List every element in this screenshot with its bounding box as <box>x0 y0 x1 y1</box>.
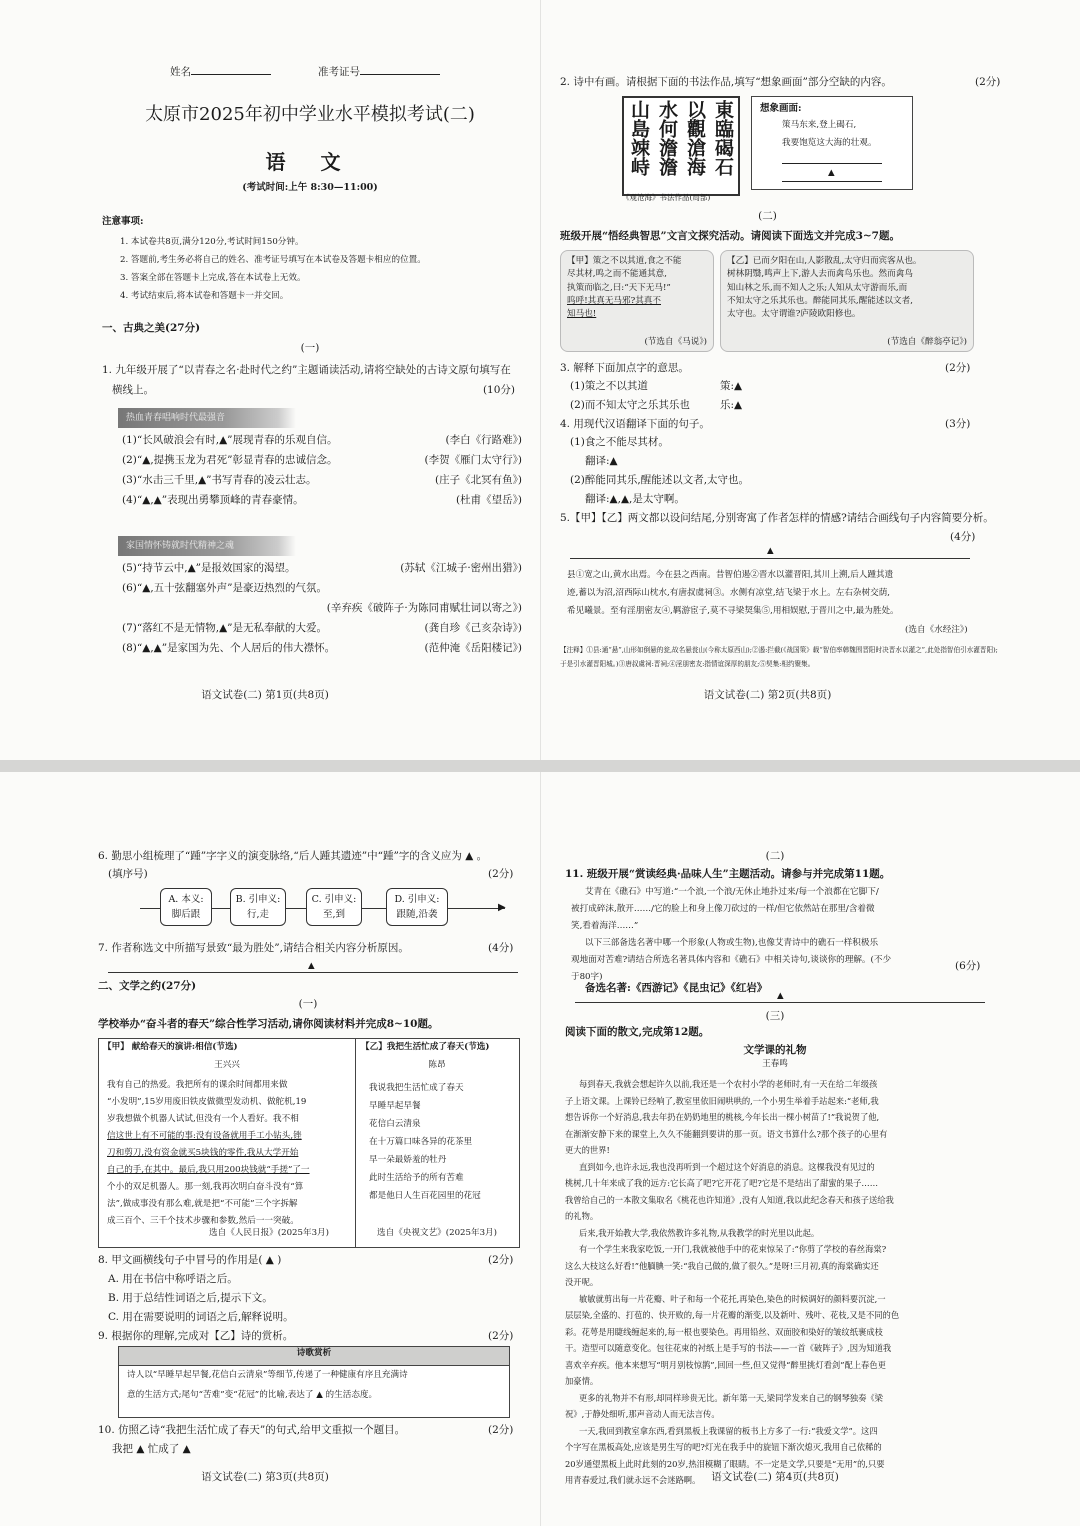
passage-line: 树林阴翳,鸣声上下,游人去而禽鸟乐也。然而禽鸟 <box>727 269 913 280</box>
notice-item: 2. 答题前,考生务必将自己的姓名、准考证号填写在本试卷及答题卡相应的位置。 <box>120 255 426 265</box>
q1-item-text: (1)“长风破浪会有时,▲”展现青春的乐观自信。 <box>122 434 338 446</box>
page-4 <box>545 772 1075 1526</box>
essay-line: 用青春爱过,我们就永远不会迷路啊。 <box>565 1475 701 1485</box>
q4-line: (2)醉能同其乐,醒能述以文者,太守也。 <box>570 474 750 486</box>
q4-line: 翻译:▲ <box>585 455 618 467</box>
q1-text: 1. 九年级开展了“以青春之名·赴时代之约”主题诵读活动,请将空缺处的古诗文原句填写在 <box>102 364 511 376</box>
q1-item <box>122 640 522 660</box>
exam-sheet-top <box>0 0 1080 760</box>
meaning-node: C. 引申义: 至,到 <box>306 888 362 926</box>
q11-line: 笑,看着海洋……” <box>571 921 639 931</box>
reading-intro: 学校举办“奋斗者的春天”综合性学习活动,请你阅读材料并完成8~10题。 <box>98 1018 439 1030</box>
q2-text: 2. 诗中有画。请根据下面的书法作品,填写“想象画面”部分空缺的内容。 <box>560 76 892 88</box>
q1-item <box>122 600 522 620</box>
imagine-line: 我要饱览这大海的壮观。 <box>782 138 877 148</box>
meaning-node: A. 本义: 脚后跟 <box>160 888 212 926</box>
answer-line <box>782 181 882 182</box>
calligraphy-caption: 《观沧海》书法作品(局部) <box>622 193 711 202</box>
q1-item-source: (庄子《北冥有鱼》) <box>435 474 522 486</box>
q11-score: (6分) <box>955 960 981 972</box>
passage-line: 不知太守之乐其乐也。醉能同其乐,醒能述以文者, <box>727 295 913 306</box>
essay-line: 彩。花萼是用睫线缠起来的,每一根也要染色。再用铅丝、双面胶和染好的皱纹纸裹成枝 <box>565 1326 883 1337</box>
essay-line: 个字写在黑板高处,应该是男生写的吧?灯光在我手中的旋钮下渐次熄灭,我用自己依稀的 <box>565 1442 882 1452</box>
essay-line: 后来,我开始教大学,我依然教许多礼物,从我教学的时光里以此起。 <box>579 1227 820 1238</box>
essay-line: 在渐渐安静下来的课堂上,久久不能翻到要讲的那一页。语文书算什么?那个孩子的心里有 <box>565 1128 888 1139</box>
poem-line: 我说我把生活忙成了春天 <box>369 1083 464 1093</box>
passage-bing <box>567 566 899 620</box>
essay-line: 层层染,全盛的、打苞的、快开败的,每一片花瓣的渐变,以及新叶、残叶、花枝,又是不同的色 <box>565 1310 900 1320</box>
q11-body <box>571 884 892 986</box>
answer-marker-icon: ▲ <box>828 168 835 178</box>
answer-line <box>782 163 882 164</box>
book-options: 备选名著:《西游记》《昆虫记》《红岩》 <box>585 982 768 994</box>
material-yi-title: 【乙】我把生活忙成了春天(节选) <box>361 1042 490 1052</box>
essay-line: 我曾给自己的一本散文集取名《桃花也许知道》,没有人知道,我以此纪念春天和孩子送给我 <box>565 1194 894 1205</box>
passage-line: 个小的双足机器人。那一刻,我再次明白奋斗没有“算 <box>107 1182 304 1192</box>
reading-intro: 班级开展“悟经典智思”文言文探究活动。请阅读下面选文并完成3~7题。 <box>560 230 900 242</box>
q11-line: 观地面对苦难?请结合所选名著具体内容和《礁石》中相关诗句,谈谈你的理解。(不少 <box>571 955 892 965</box>
name-label: 姓名 <box>170 66 191 78</box>
notice-item: 3. 答案全部在答题卡上完成,答在本试卷上无效。 <box>120 273 306 283</box>
material-yi-source: 选自《央视文艺》(2025年3月) <box>377 1228 497 1238</box>
q1-item <box>122 620 522 640</box>
passage-line: 迹,蓄以为沼,沼西际山枕水,有唐叔虞祠③。水侧有凉堂,结飞梁于水上。左右杂树交荫, <box>567 588 891 598</box>
q8-score: (2分) <box>488 1254 514 1266</box>
q1-item-text: (2)“▲,提携玉龙为君死”彰显青春的忠诚信念。 <box>122 454 338 466</box>
q1-item-text: (5)“持节云中,▲”是报效国家的渴望。 <box>122 562 296 574</box>
q3-item: (1)策之不以其道 <box>570 380 648 392</box>
page-2 <box>545 0 1075 760</box>
essay-line: 祝》,于静处细听,那声音动人而无法言传。 <box>565 1409 720 1419</box>
material-jia-title: 【甲】 献给春天的演讲:相信(节选) <box>103 1042 238 1052</box>
q6-score: (2分) <box>488 868 514 880</box>
q1-item <box>122 580 522 600</box>
q1-item <box>122 472 522 492</box>
name-field <box>170 62 271 80</box>
essay-line: 20岁通望黑板上此时此刻的20岁,热泪模糊了眼睛。不一定是文学,只要是“无用”的,只要 <box>565 1458 885 1469</box>
q2-score: (2分) <box>975 76 1001 88</box>
q7-score: (4分) <box>488 942 514 954</box>
material-jia-text <box>107 1077 310 1230</box>
essay-line: 加豪情。 <box>565 1376 599 1386</box>
subsection-title: (二) <box>758 210 777 222</box>
q1-item-text: (3)“水击三千里,▲”书写青春的凌云壮志。 <box>122 474 317 486</box>
passage-jia <box>560 250 714 352</box>
q1-item-source: (范仲淹《岳阳楼记》) <box>424 642 522 654</box>
passage-line: 执策而临之,曰:“天下无马!” <box>567 282 671 293</box>
subject-title: 语 文 <box>265 150 355 174</box>
q3-answer: 策:▲ <box>720 380 743 392</box>
q11-text: 11. 班级开展“赏读经典·品味人生”主题活动。请参与并完成第11题。 <box>565 868 891 880</box>
subsection-title: (二) <box>765 850 785 862</box>
q1-item-text: (7)“落红不是无情物,▲”是无私奉献的大爱。 <box>122 622 328 634</box>
passage-jia-source: (节选自《马说》) <box>644 336 707 347</box>
appreciation-line: 诗人以“早睡早起早餐,花信白云清泉”等细节,传递了一种健康有序且充满诗 <box>127 1370 408 1380</box>
passage-bing-source: (选自《水经注》) <box>905 625 968 635</box>
passage-line: 太守也。太守谓谁?庐陵欧阳修也。 <box>727 309 861 320</box>
page-3 <box>0 772 530 1526</box>
q12-intro: 阅读下面的散文,完成第12题。 <box>565 1026 710 1038</box>
q1-item-text: (8)“▲,▲”是家国为先、个人居后的伟大襟怀。 <box>122 642 336 654</box>
passage-line: 岁我想做个机器人试试,但没有一个人看好。我不相 <box>107 1114 299 1124</box>
essay-line: 敏敏就剪出每一片花瓣、叶子和每一个花托,再染色,染色的时候调好的颜料要沉淀,一 <box>579 1293 886 1304</box>
notice-title: 注意事项: <box>102 216 144 227</box>
page-footer: 语文试卷(二) 第1页(共8页) <box>201 689 329 701</box>
page-footer: 语文试卷(二) 第4页(共8页) <box>711 1471 839 1483</box>
q1-item <box>122 560 522 580</box>
q3-item: (2)而不知太守之乐其乐也 <box>570 399 690 411</box>
essay-line: 有一个学生来我家吃饭,一开门,我就被他手中的花束惊呆了:“你剪了学校的春丝海棠? <box>579 1244 887 1254</box>
arrow-head-icon: ▶ <box>498 902 506 913</box>
q11-line: 艾青在《礁石》中写道:“一个浪,一个浪/无休止地扑过来/每一个浪都在它脚下/ <box>585 887 879 897</box>
subsection-title: (一) <box>298 998 318 1010</box>
q5-text: 5.【甲】【乙】两文都以设问结尾,分别寄寓了作者怎样的情感?请结合画线句子内容简要分析。 <box>560 512 994 524</box>
q7-text: 7. 作者称选文中所描写景致“最为胜处”,请结合相关内容分析原因。 <box>98 942 409 954</box>
passage-line: 县①宽之山,黄水出焉。今在县之西南。昔智伯遏②晋水以灌晋阳,其川上溯,后人踵其遗 <box>567 570 894 580</box>
section-title: 二、文学之约(27分) <box>98 980 197 992</box>
essay-line: 每到春天,我就会想起许久以前,我还是一个农村小学的老师时,有一天在给二年级孩 <box>579 1079 878 1089</box>
material-box <box>98 1038 520 1248</box>
q1-item <box>122 432 522 452</box>
q5-score: (4分) <box>950 531 976 543</box>
q1-item-source: (杜甫《望岳》) <box>456 494 522 506</box>
q1-item-source: (李贺《雁门太守行》) <box>424 454 522 466</box>
exam-title: 太原市2025年初中学业水平模拟考试(二) <box>145 104 475 125</box>
passage-line: 知马也! <box>567 309 597 320</box>
q10-score: (2分) <box>488 1424 514 1436</box>
answer-marker-icon: ▲ <box>308 961 315 971</box>
passage-line: 自己的手,在其中。最后,我只用200块钱就“手搓”了一 <box>107 1165 310 1175</box>
q8-option: A. 用在书信中称呼语之后。 <box>108 1273 238 1285</box>
q11-line: 被打成碎沫,散开……/它的脸上和身上像刀砍过的一样/但它依然站在那里/含着微 <box>571 904 875 914</box>
subsection-title: (一) <box>300 342 320 354</box>
annotation: 【注释】①县:通“悬”,山形如倒悬的瓮,故名悬瓮山(今称太原西山);②遏:拦截(《战国策》载“智伯率韩魏围晋阳时决晋水以灌之”,此处指智伯引水灌晋阳); <box>560 646 998 654</box>
passage-yi <box>720 250 974 352</box>
material-yi-poem <box>369 1079 481 1205</box>
essay-title: 文学课的礼物 <box>743 1044 807 1056</box>
meaning-node: D. 引申义: 跟随,沿袭 <box>386 888 448 926</box>
q1-item-source: (龚自珍《己亥杂诗》) <box>424 622 522 634</box>
q10-text: 10. 仿照乙诗“我把生活忙成了春天”的句式,给甲文重拟一个题目。 <box>98 1424 406 1436</box>
passage-yi-source: (节选自《醉翁亭记》) <box>887 336 967 347</box>
q3-text: 3. 解释下面加点字的意思。 <box>560 362 689 374</box>
poem-line: 都是他日人生百花园里的花冠 <box>369 1191 481 1201</box>
calligraphy-column: 以觀滄海 <box>684 100 706 176</box>
q1-item <box>122 452 522 472</box>
poem-line: 花信白云清泉 <box>369 1119 421 1129</box>
calligraphy-column: 水何澹澹 <box>656 100 678 176</box>
answer-marker-icon: ▲ <box>767 546 774 556</box>
id-field <box>318 62 440 80</box>
q1-item <box>122 492 522 512</box>
q11-line: 以下三部备选名著中哪一个形象(人物或生物),也像艾青诗中的礁石一样积极乐 <box>585 938 879 948</box>
essay-line: 子上语文课。上课铃已经响了,教室里依旧闹哄哄的,一个小男生举着手站起来:“老师,我 <box>565 1095 879 1106</box>
essay-line: 的礼物。 <box>565 1211 599 1221</box>
essay-line: 更大的世界! <box>565 1145 610 1155</box>
passage-line: 【乙】已而夕阳在山,人影散乱,太守归而宾客从也。 <box>727 256 922 266</box>
q1-item-text: (6)“▲,五十弦翻塞外声”是豪迈热烈的气氛。 <box>122 582 328 594</box>
q8-text: 8. 甲文画横线句子中冒号的作用是( ▲ ) <box>98 1254 282 1266</box>
exam-sheet-bottom <box>0 772 1080 1526</box>
essay-body <box>565 1076 899 1489</box>
essay-author: 王春鸣 <box>762 1059 788 1069</box>
q1-item-source: (辛弃疾《破阵子·为陈同甫赋壮词以寄之》) <box>326 602 522 614</box>
q10-answer: 我把 ▲ 忙成了 ▲ <box>112 1443 191 1455</box>
answer-marker-icon: ▲ <box>777 991 784 1001</box>
q1-score: (10分) <box>482 384 515 396</box>
passage-line: 信这世上有不可能的事:没有设备就用手工小钻头,锉 <box>107 1131 302 1141</box>
notice-item: 4. 考试结束后,将本试卷和答题卡一并交回。 <box>120 291 289 301</box>
q8-option: C. 用在需要说明的词语之后,解释说明。 <box>108 1311 294 1323</box>
passage-line: 呜呼!其真无马邪?其真不 <box>567 295 661 306</box>
q4-text: 4. 用现代汉语翻译下面的句子。 <box>560 418 710 430</box>
notice-item: 1. 本试卷共8页,满分120分,考试时间150分钟。 <box>120 237 304 247</box>
q8-option: B. 用于总结性词语之后,提示下文。 <box>108 1292 273 1304</box>
appreciation-box <box>118 1346 510 1418</box>
poem-line: 在十万篇口味各异的花茶里 <box>369 1137 473 1147</box>
calligraphy-column: 山島竦峙 <box>628 100 650 176</box>
section-title: 一、古典之美(27分) <box>102 322 201 334</box>
q1-item-text: (4)“▲,▲”表现出勇攀顶峰的青春豪情。 <box>122 494 304 506</box>
material-yi-author: 陈昂 <box>428 1060 446 1070</box>
q6-text-cont: (填序号) <box>108 868 148 880</box>
q4-score: (3分) <box>945 418 971 430</box>
notice-list <box>120 233 426 305</box>
material-jia-author: 王兴兴 <box>214 1060 240 1070</box>
passage-yi-text <box>727 255 922 322</box>
annotation: 于是引水灌晋阳城。)③唐叔虞祠:晋祠;④淫朋密友:指情谊深厚的朋友;⑤契集:相约聚集。 <box>560 660 815 668</box>
q1-items <box>122 432 522 512</box>
banner-youth: 热血青春唱响时代最强音 <box>118 408 296 428</box>
passage-jia-text <box>567 255 681 322</box>
q1-item-source: (苏轼《江城子·密州出猎》) <box>400 562 522 574</box>
passage-line: 尽其材,鸣之而不能通其意, <box>567 269 667 280</box>
subsection-title: (三) <box>765 1010 785 1022</box>
q1-item-source: (李白《行路难》) <box>445 434 522 446</box>
appreciation-line: 意的生活方式;尾句“苦难”变“花冠”的比喻,表达了 ▲ 的生活态度。 <box>127 1390 378 1400</box>
poem-line: 早睡早起早餐 <box>369 1101 421 1111</box>
exam-time: (考试时间:上午 8:30—11:00) <box>242 182 378 193</box>
calligraphy-artwork <box>622 96 740 196</box>
poem-line: 早一朵最娇羞的牡丹 <box>369 1155 447 1165</box>
poem-line: 此时生活给予的所有苦难 <box>369 1173 464 1183</box>
banner-nation: 家国情怀铸就时代精神之魂 <box>118 536 296 556</box>
passage-line: 我有自己的热爱。我把所有的课余时间都用来做 <box>107 1080 288 1090</box>
passage-line: 希见曦景。至有淫朋密友④,羁游宦子,莫不寻梁契集⑤,用相娱慰,于晋川之中,最为胜处。 <box>567 606 899 616</box>
imagine-title: 想象画面: <box>760 103 802 114</box>
meaning-node: B. 引申义: 行,走 <box>230 888 286 926</box>
passage-line: 刀和剪刀,没有资金就买5块钱的零件,我从大学开始 <box>107 1148 299 1158</box>
essay-line: 没开呢。 <box>565 1277 599 1287</box>
passage-line: 成三百个、三千个技术步骤和参数,然后一一突破。 <box>107 1216 299 1226</box>
q1-items-2 <box>122 560 522 660</box>
q3-answer: 乐:▲ <box>720 399 743 411</box>
passage-line: 知山林之乐,而不知人之乐;人知从太守游而乐,而 <box>727 282 908 293</box>
passage-line: “小发明”,15岁用废旧铁皮做微型发动机、做舵机,19 <box>107 1097 307 1107</box>
page-1 <box>0 0 530 760</box>
q4-line: (1)食之不能尽其材。 <box>570 436 669 448</box>
calligraphy-column: 東臨碣石 <box>712 100 734 176</box>
essay-line: 直到如今,也许永远,我也没再听到一个超过这个好消息的消息。这棵我没有见过的 <box>579 1161 875 1172</box>
q1-text-cont: 横线上。 <box>112 384 154 396</box>
scan-gap <box>0 760 1080 772</box>
imagine-line: 策马东来,登上碣石, <box>782 120 857 130</box>
page-footer: 语文试卷(二) 第2页(共8页) <box>703 689 832 701</box>
essay-line: 干。造型可以随意变化。包往花束的衬纸上是手写的书法——一首《破阵子》,因为知道我 <box>565 1343 892 1353</box>
essay-line: 喜欢辛弃疾。他本来想写“明月别枝惊鹊”,回回一些,但又觉得“醉里挑灯看剑”配上春色更 <box>565 1359 886 1370</box>
imagine-box <box>751 96 913 190</box>
q11-line: 于80字) <box>571 972 603 982</box>
essay-line: 一天,我回到教室拿东西,看到黑板上我课留的板书上方多了一行:“我爱文学”。这四 <box>579 1425 878 1436</box>
essay-line: 更多的礼物并不有形,却同样珍贵无比。新年第一天,梁同学发来自己的钢琴独奏《梁 <box>579 1392 883 1403</box>
page-footer: 语文试卷(二) 第3页(共8页) <box>201 1471 329 1483</box>
essay-line: 想告诉你一个好消息,我去年扔在奶奶地里的桃核,今年长出一棵小树苗了!”我说贺了他, <box>565 1112 880 1122</box>
page-divider <box>540 772 541 1526</box>
q9-score: (2分) <box>488 1330 514 1342</box>
essay-line: 桃树,几十年来成了我的远方:它长高了吧?它开花了吧?它是不是结出了甜蜜的果子…… <box>565 1178 879 1188</box>
material-jia-source: 选自《人民日报》(2025年3月) <box>209 1228 329 1238</box>
q9-text: 9. 根据你的理解,完成对【乙】诗的赏析。 <box>98 1330 294 1342</box>
essay-line: 这么大枝这么好看!”他腼腆一笑:“我自己做的,做了很久。”是呀!三月初,真的海棠确实还 <box>565 1260 879 1271</box>
q4-line: 翻译:▲,▲,是太守啊。 <box>585 493 685 505</box>
q3-score: (2分) <box>945 362 971 374</box>
appreciation-title: 诗歌赏析 <box>119 1347 509 1366</box>
passage-line: 法”,做成事没有那么难,就是把“不可能”三个字拆解 <box>107 1199 298 1209</box>
passage-line: 【甲】策之不以其道,食之不能 <box>567 256 682 266</box>
id-label: 准考证号 <box>318 66 360 78</box>
q6-text: 6. 勤思小组梳理了“踵”字字义的演变脉络,“后人踵其遗迹”中“踵”字的含义应为 ▲ 。 <box>98 850 488 862</box>
